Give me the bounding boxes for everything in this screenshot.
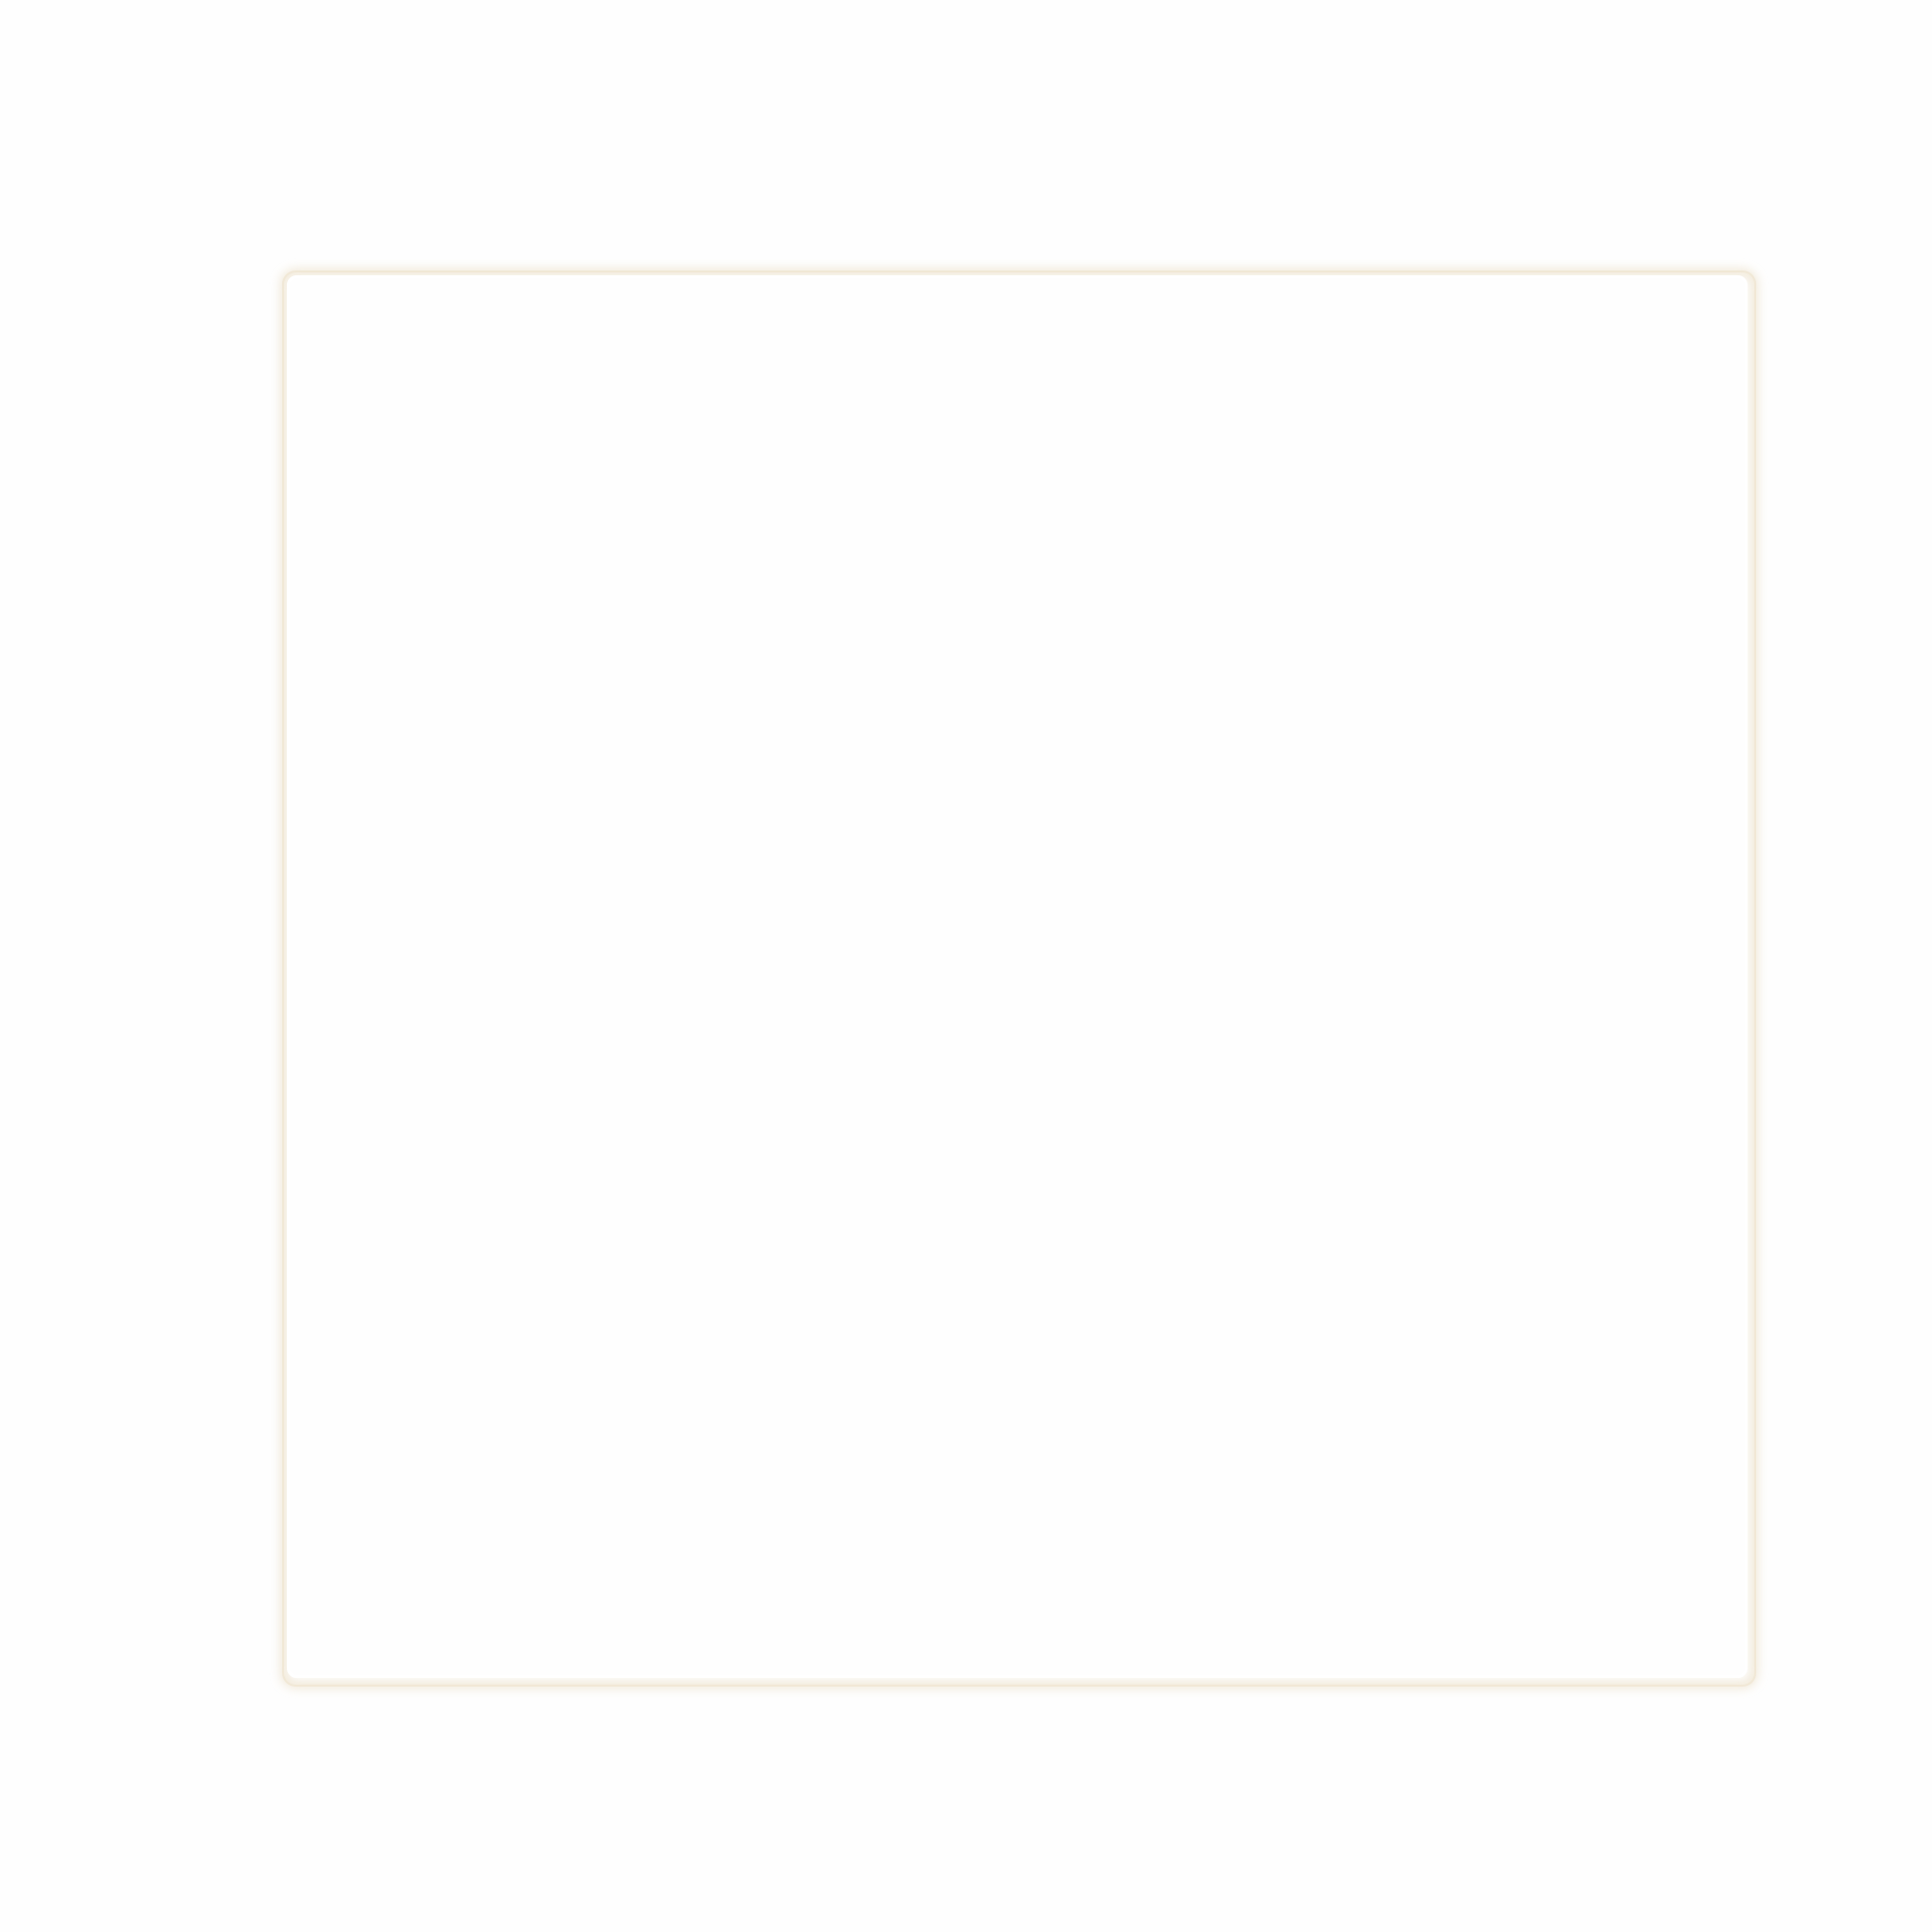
empty-window-frame [287, 275, 1747, 1678]
window-content-area [301, 290, 1733, 1663]
